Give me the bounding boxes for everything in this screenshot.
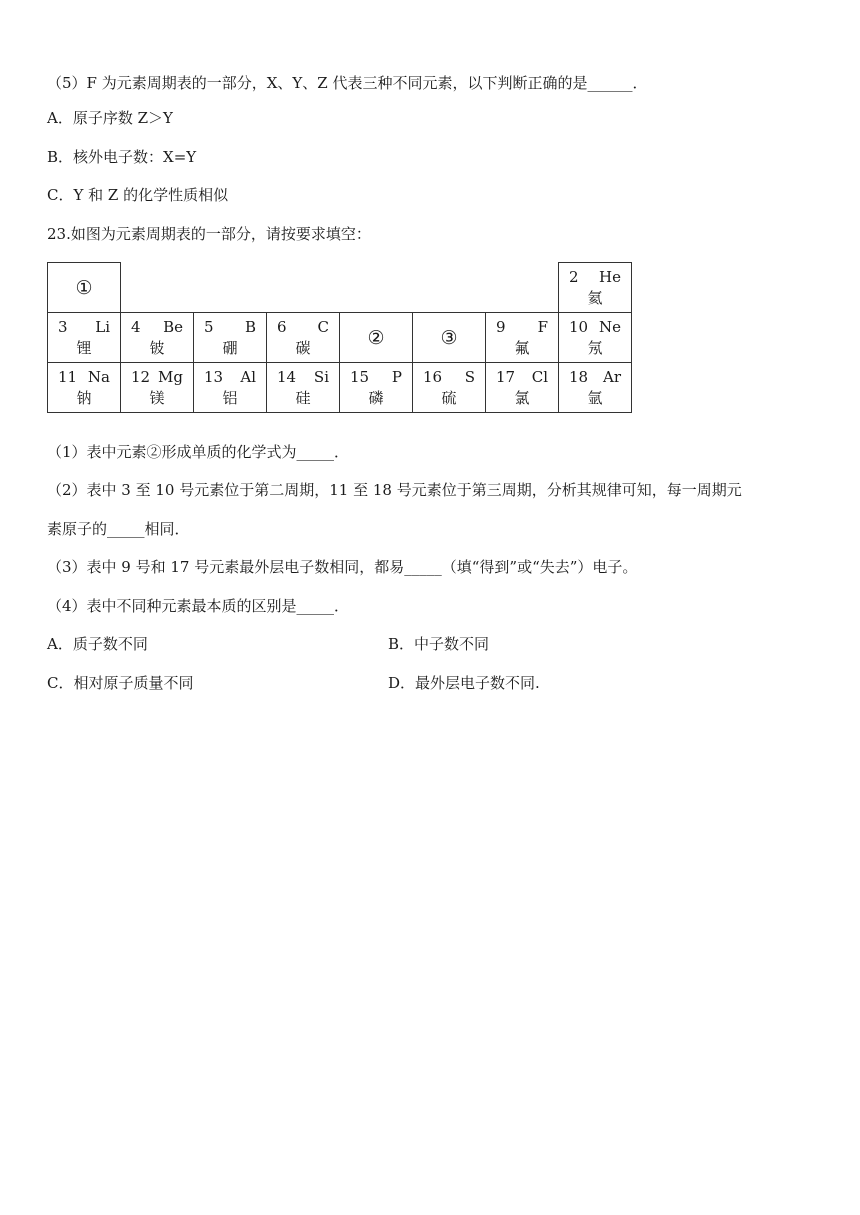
table-row [48, 313, 632, 363]
table-cell-si [267, 363, 340, 413]
table-cell-marker-2 [340, 313, 413, 363]
element-number: 6 [277, 317, 287, 336]
element-name: 氯 [514, 388, 530, 407]
q23-option-d: D．最外层电子数不同. [388, 674, 540, 692]
q22-5-option-c: C．Y 和 Z 的化学性质相似 [47, 186, 229, 204]
table-cell-marker-1 [48, 263, 121, 313]
element-symbol: Si [313, 367, 329, 386]
element-symbol: He [599, 267, 621, 286]
circled-1-marker: ① [75, 276, 93, 299]
element-symbol: Al [240, 367, 256, 386]
table-cell-be [121, 313, 194, 363]
table-blank-cell [121, 263, 559, 313]
periodic-table-fragment [47, 262, 632, 413]
q23-title: 23.如图为元素周期表的一部分，请按要求填空： [47, 225, 371, 243]
q22-5-option-b: B．核外电子数：X=Y [47, 148, 197, 166]
element-symbol: F [537, 317, 548, 336]
table-cell-mg [121, 363, 194, 413]
element-number: 2 [569, 267, 579, 286]
q22-5-option-a: A．原子序数 Z＞Y [47, 109, 173, 127]
element-name: 钠 [76, 388, 92, 407]
element-number: 5 [204, 317, 214, 336]
element-symbol: P [391, 367, 402, 386]
q22-5-stem: （5）F 为元素周期表的一部分，X、Y、Z 代表三种不同元素，以下判断正确的是______． [47, 74, 648, 92]
element-symbol: Be [163, 317, 183, 336]
element-symbol: S [464, 367, 475, 386]
table-cell-marker-3 [413, 313, 486, 363]
element-symbol: C [317, 317, 329, 336]
element-name: 硼 [222, 338, 238, 357]
table-cell-s [413, 363, 486, 413]
table-cell-b [194, 313, 267, 363]
element-number: 15 [350, 367, 370, 386]
element-name: 氩 [587, 388, 603, 407]
q23-sub-1: （1）表中元素②形成单质的化学式为_____． [47, 443, 350, 461]
element-number: 18 [569, 367, 589, 386]
q23-option-b: B．中子数不同 [388, 635, 490, 653]
table-cell-c [267, 313, 340, 363]
table-cell-ne [559, 313, 632, 363]
element-name: 碳 [295, 338, 311, 357]
element-name: 铍 [149, 338, 165, 357]
table-cell-f [486, 313, 559, 363]
element-symbol: B [244, 317, 256, 336]
table-cell-na [48, 363, 121, 413]
element-name: 氖 [587, 338, 603, 357]
element-number: 4 [131, 317, 141, 336]
element-number: 14 [277, 367, 297, 386]
element-name: 磷 [368, 388, 384, 407]
element-symbol: Na [87, 367, 110, 386]
table-cell-li [48, 313, 121, 363]
table-row [48, 263, 632, 313]
q23-sub-3: （3）表中 9 号和 17 号元素最外层电子数相同，都易_____（填“得到”或“失去”）电子。 [47, 558, 638, 576]
element-name: 氦 [587, 288, 603, 307]
element-name: 铝 [222, 388, 238, 407]
element-symbol: Mg [158, 367, 183, 386]
element-number: 3 [58, 317, 68, 336]
element-name: 氟 [514, 338, 530, 357]
element-number: 9 [496, 317, 506, 336]
element-name: 镁 [149, 388, 165, 407]
element-number: 11 [58, 367, 78, 386]
q23-sub-2-line-1: （2）表中 3 至 10 号元素位于第二周期，11 至 18 号元素位于第三周期，分析其规律可知，每一周期元 [47, 481, 742, 499]
table-cell-cl [486, 363, 559, 413]
element-symbol: Ar [602, 367, 621, 386]
circled-2-marker: ② [367, 326, 385, 349]
element-number: 12 [131, 367, 151, 386]
circled-3-marker: ③ [440, 326, 458, 349]
table-cell-he [559, 263, 632, 313]
element-number: 17 [496, 367, 516, 386]
q23-option-c: C．相对原子质量不同 [47, 674, 194, 692]
element-number: 13 [204, 367, 224, 386]
element-name: 硅 [295, 388, 311, 407]
element-symbol: Cl [531, 367, 548, 386]
table-row [48, 363, 632, 413]
table-cell-p [340, 363, 413, 413]
table-cell-al [194, 363, 267, 413]
element-name: 硫 [441, 388, 457, 407]
element-number: 16 [423, 367, 443, 386]
q23-option-a: A．质子数不同 [47, 635, 148, 653]
q23-sub-4: （4）表中不同种元素最本质的区别是_____． [47, 597, 350, 615]
q23-sub-2-line-2: 素原子的_____相同． [47, 520, 190, 538]
element-number: 10 [569, 317, 589, 336]
element-symbol: Ne [598, 317, 621, 336]
element-symbol: Li [95, 317, 110, 336]
element-name: 锂 [76, 338, 92, 357]
table-cell-ar [559, 363, 632, 413]
